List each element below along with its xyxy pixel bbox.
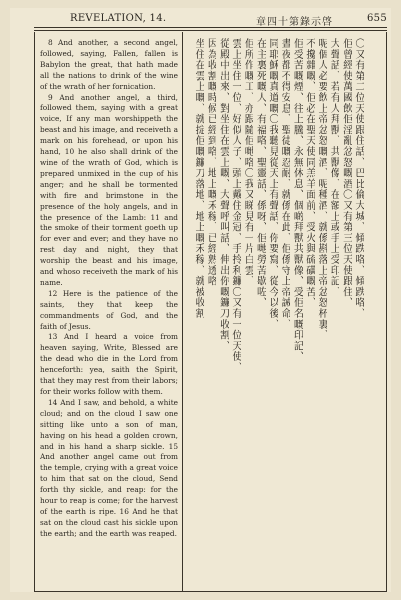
chinese-vertical-line: 佢曾經使萬國飲佢淫亂忿怒嘅酒〇又有第三位天使跟住、 [340, 38, 352, 308]
book-chapter-label: REVELATION, 14. [70, 13, 167, 24]
chinese-vertical-line: 晝夜都不得安息、聖徒嘅忍耐、就係在此、佢係守上帝誡命、 [279, 38, 291, 330]
chinese-vertical-line: 同耶穌嘅真道嘅〇我聽見從天上有聲話、你要寫、從今以後、 [266, 38, 278, 330]
chinese-vertical-line: 佢受苦嘅煙、往上騰、永無休息、個啲拜獸共獸像、受佢名嘅印記、 [291, 38, 303, 362]
chinese-vertical-line: 從殿中出來、對坐住在雲上嘅、大聲呼叫話、伸出你嘅鐮刀收割、 [217, 38, 229, 352]
verse-paragraph: 13 And I heard a voice from heaven saying, Write, Blessed are the dead who die in the Lord from henceforth: yea, saith the Spirit, that they may rest from their labors; for their works follow with them. [40, 332, 178, 396]
verse-paragraph: 8 And another, a second angel, followed, saying, Fallen, fallen is Babylon the great, that hath made all the nations to drink of the wine of the wrath of her fornication. [40, 38, 178, 91]
header-rule-thin [34, 30, 387, 31]
chinese-vertical-line: 因為收割嘅時候已經到咯、地上嘅禾稼、已經熟透咯 [205, 38, 217, 287]
header-rule [34, 27, 387, 28]
chinese-vertical-line: 不攙雜嘅、佢必在聖天使同羔羊面前、受火與硫磺嘅苦、 [303, 38, 315, 308]
page-number: 655 [367, 13, 387, 24]
chinese-vertical-line: 呢個人必要飲上帝忿怒嘅酒、呢種酒、就係斟落上帝忿怒杯裏、 [316, 38, 328, 341]
verse-paragraph: 12 Here is the patience of the saints, they that keep the commandments of God, and the faith of Jesus. [40, 288, 178, 331]
chinese-text-column [186, 38, 364, 578]
chinese-vertical-line: 在主裏死嘅人、有福咯、聖靈話、係呀、佢哋勞苦歇咗、 [254, 38, 266, 308]
chinese-vertical-line: 雲上坐住一位、好似人子、頭上戴住金冠、手拎利鐮〇又有一位天使、 [230, 38, 242, 373]
column-divider [182, 32, 183, 592]
verse-paragraph: 9 And another angel, a third, followed them, saying with a great voice, If any man worshippeth the beast and his image, and receiveth a mark on his forehead, or upon his hand, 10 he also shall drink of the wine of the wrath of God, which is prepared unmixed in the cup of his anger; and he shall be tormented with fire and brimstone in the presence of the holy angels, and in the presence of the Lamb: 11 and the smoke of their torment goeth up for ever and ever; and they have no rest day and night, they that worship the beast and his image, and whoso receiveth the mark of his name. [40, 92, 178, 287]
chinese-vertical-line: 佢所作嘅工、亦跟隨佢哋咯〇我又睇見有一片白雲、 [242, 38, 254, 287]
chinese-vertical-line: 〇又有第二位天使跟住話、巴比倫大城、傾跌咯、傾跌咯、 [353, 38, 364, 319]
english-text-column [40, 38, 178, 540]
chinese-vertical-line: 坐住在雲上嘅、就掟佢嘅鐮刀落地、地上嘅禾稼、就被收割 [193, 38, 205, 319]
chinese-vertical-line: 大聲話、若有人拜獸、共獸像、在額上或手上受印記、 [328, 38, 340, 298]
chinese-chapter-title: 章四十第錄示啓 [256, 17, 333, 28]
verse-paragraph: 14 And I saw, and behold, a white cloud; and on the cloud I saw one sitting like unto a son of man, having on his head a golden crown, and in his hand a sharp sickle. 15 And another angel came out from the temple, crying with a great voice to him that sat on the cloud, Send forth thy sickle, and reap: for the hour to reap is come; for the harvest of the earth is ripe. 16 And he that sat on the cloud cast his sickle upon the earth; and the earth was reaped. [40, 397, 178, 538]
